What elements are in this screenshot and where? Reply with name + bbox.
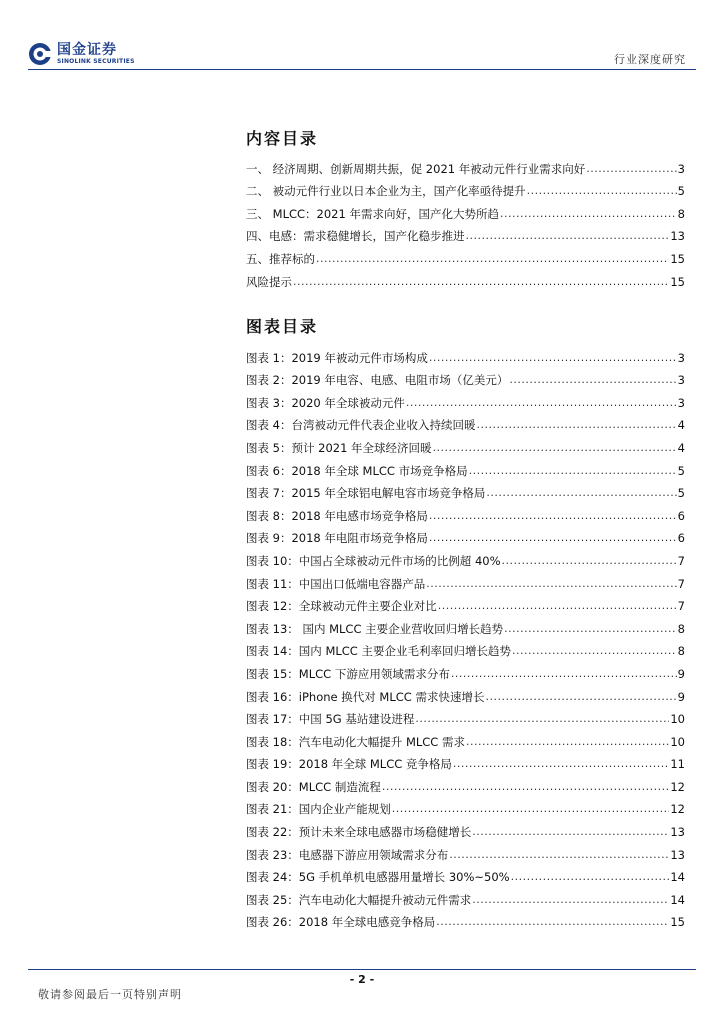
logo-mark-icon (28, 42, 52, 66)
figure-entry-label: 图表 17：中国 5G 基站建设进程 (246, 712, 415, 727)
footer-divider (28, 969, 696, 970)
figure-entry[interactable] (246, 907, 685, 930)
figure-entry-page: 7 (677, 576, 685, 591)
figure-entry-label: 图表 3：2020 年全球被动元件 (246, 395, 405, 410)
figure-entry-label: 图表 4：台湾被动元件代表企业收入持续回暖 (246, 418, 476, 433)
figure-entry[interactable] (246, 613, 685, 636)
dot-leader (586, 162, 676, 176)
report-type: 行业深度研究 (614, 53, 686, 66)
contents-title: 内容目录 (246, 129, 319, 148)
figure-entry-page: 5 (677, 463, 685, 478)
figure-entry-label: 图表 16：iPhone 换代对 MLCC 需求快速增长 (246, 689, 485, 704)
dot-leader (472, 825, 669, 839)
figure-entry-page: 3 (677, 373, 685, 388)
figure-entry[interactable] (246, 455, 685, 478)
dot-leader (451, 667, 677, 681)
figure-entry[interactable] (246, 410, 685, 433)
figure-entry-label: 图表 12：全球被动元件主要企业对比 (246, 599, 437, 614)
dot-leader (527, 184, 677, 198)
contents-entry-label: 四、电感：需求稳健增长，国产化稳步推进 (246, 229, 465, 244)
dot-leader (429, 509, 677, 523)
figure-entry-label: 图表 26：2018 年全球电感竞争格局 (246, 915, 436, 930)
dot-leader (466, 735, 669, 749)
dot-leader (511, 870, 670, 884)
figure-entry-page: 3 (677, 395, 685, 410)
figure-entry-label: 图表 14：国内 MLCC 主要企业毛利率回归增长趋势 (246, 644, 511, 659)
dot-leader (436, 915, 669, 929)
dot-leader (293, 275, 669, 289)
dot-leader (476, 418, 676, 432)
dot-leader (426, 577, 676, 591)
figure-entry-label: 图表 7：2015 年全球铝电解电容市场竞争格局 (246, 486, 486, 501)
dot-leader (509, 373, 676, 387)
figure-entry[interactable] (246, 884, 685, 907)
dot-leader (415, 712, 669, 726)
figure-entry-page: 14 (670, 892, 685, 907)
figure-entry[interactable] (246, 862, 685, 885)
contents-entry-label: 二、 被动元件行业以日本企业为主，国产化率亟待提升 (246, 184, 526, 199)
figure-entry-label: 图表 15：MLCC 下游应用领域需求分布 (246, 666, 450, 681)
figure-entry[interactable] (246, 591, 685, 614)
header-divider (28, 69, 696, 70)
figure-entry[interactable] (246, 726, 685, 749)
figure-entry-label: 图表 23：电感器下游应用领域需求分布 (246, 847, 449, 862)
figure-entry[interactable] (246, 704, 685, 727)
dot-leader (502, 554, 677, 568)
footer-disclaimer: 敬请参阅最后一页特别声明 (38, 988, 182, 1001)
contents-entry-page: 13 (670, 229, 685, 244)
dot-leader (512, 644, 677, 658)
dot-leader (504, 622, 677, 636)
figure-entry-label: 图表 24：5G 手机单机电感器用量增长 30%~50% (246, 870, 510, 885)
contents-entry[interactable] (246, 198, 685, 221)
contents-entry-label: 五、推荐标的 (246, 251, 315, 266)
figure-entry-label: 图表 1：2019 年被动元件市场构成 (246, 350, 428, 365)
figure-entry[interactable] (246, 523, 685, 546)
figure-entry-label: 图表 20：MLCC 制造流程 (246, 779, 381, 794)
figure-entry[interactable] (246, 839, 685, 862)
figure-entry[interactable] (246, 432, 685, 455)
figure-entry-page: 15 (670, 915, 685, 930)
dot-leader (469, 464, 677, 478)
dot-leader (472, 893, 669, 907)
logo-chinese-name: 国金证券 (57, 42, 117, 58)
contents-list (246, 153, 685, 289)
figure-entry[interactable] (246, 387, 685, 410)
figure-entry[interactable] (246, 545, 685, 568)
figure-entry-label: 图表 9：2018 年电阻市场竞争格局 (246, 531, 428, 546)
contents-entry-page: 3 (677, 161, 685, 176)
dot-leader (316, 252, 669, 266)
figure-entry[interactable] (246, 816, 685, 839)
figure-entry-label: 图表 6：2018 年全球 MLCC 市场竞争格局 (246, 463, 468, 478)
figure-entry-label: 图表 21：国内企业产能规划 (246, 802, 391, 817)
dot-leader (486, 486, 676, 500)
figure-entry-page: 14 (670, 870, 685, 885)
contents-entry-page: 5 (677, 184, 685, 199)
dot-leader (449, 848, 669, 862)
figure-entry-page: 3 (677, 350, 685, 365)
figure-entry[interactable] (246, 365, 685, 388)
figure-entry[interactable] (246, 658, 685, 681)
figure-entry[interactable] (246, 636, 685, 659)
figure-entry-page: 12 (670, 802, 685, 817)
contents-entry[interactable] (246, 221, 685, 244)
figure-entry-page: 13 (670, 847, 685, 862)
contents-entry[interactable] (246, 153, 685, 176)
figure-entry[interactable] (246, 478, 685, 501)
figure-entry-label: 图表 18：汽车电动化大幅提升 MLCC 需求 (246, 734, 465, 749)
figure-entry-page: 8 (677, 644, 685, 659)
figure-entry-page: 7 (677, 553, 685, 568)
figure-entry-page: 9 (677, 689, 685, 704)
dot-leader (466, 229, 670, 243)
figure-entry-page: 8 (677, 621, 685, 636)
contents-entry-page: 8 (677, 206, 685, 221)
figure-entry-label: 图表 13： 国内 MLCC 主要企业营收回归增长趋势 (246, 621, 504, 636)
figure-entry-label: 图表 19：2018 年全球 MLCC 竞争格局 (246, 757, 452, 772)
figures-list (246, 342, 685, 929)
figure-entry-page: 4 (677, 440, 685, 455)
figures-title: 图表目录 (246, 317, 319, 336)
figure-entry[interactable] (246, 500, 685, 523)
figure-entry[interactable] (246, 681, 685, 704)
contents-entry-page: 15 (670, 251, 685, 266)
page-number: - 2 - (349, 973, 375, 986)
dot-leader (500, 207, 677, 221)
figure-entry-label: 图表 22：预计未来全球电感器市场稳健增长 (246, 825, 472, 840)
page-header (0, 0, 724, 75)
dot-leader (382, 780, 670, 794)
dot-leader (392, 802, 670, 816)
figure-entry[interactable] (246, 342, 685, 365)
figure-entry-page: 11 (670, 757, 685, 772)
figure-entry-label: 图表 2：2019 年电容、电感、电阻市场（亿美元） (246, 373, 509, 388)
logo-english-name: SINOLINK SECURITIES (57, 58, 135, 65)
contents-entry[interactable] (246, 266, 685, 289)
dot-leader (485, 690, 676, 704)
figure-entry-page: 10 (670, 712, 685, 727)
figure-entry-page: 6 (677, 531, 685, 546)
dot-leader (438, 599, 677, 613)
figure-entry-page: 5 (677, 486, 685, 501)
dot-leader (453, 757, 669, 771)
dot-leader (406, 396, 677, 410)
figure-entry-page: 9 (677, 666, 685, 681)
figure-entry-label: 图表 10：中国占全球被动元件市场的比例超 40% (246, 553, 501, 568)
figure-entry[interactable] (246, 568, 685, 591)
contents-entry-label: 一、 经济周期、创新周期共振，促 2021 年被动元件行业需求向好 (246, 161, 586, 176)
contents-entry-page: 15 (670, 274, 685, 289)
figure-entry-label: 图表 5：预计 2021 年全球经济回暖 (246, 440, 432, 455)
figure-entry[interactable] (246, 749, 685, 772)
figure-entry-page: 10 (670, 734, 685, 749)
contents-entry[interactable] (246, 176, 685, 199)
figure-entry-label: 图表 8：2018 年电感市场竞争格局 (246, 508, 428, 523)
figure-entry[interactable] (246, 771, 685, 794)
dot-leader (429, 351, 677, 365)
figure-entry[interactable] (246, 794, 685, 817)
contents-entry[interactable] (246, 243, 685, 266)
figure-entry-page: 7 (677, 599, 685, 614)
figure-entry-page: 13 (670, 825, 685, 840)
figure-entry-page: 6 (677, 508, 685, 523)
dot-leader (429, 531, 677, 545)
figure-entry-page: 4 (677, 418, 685, 433)
figure-entry-label: 图表 25：汽车电动化大幅提升被动元件需求 (246, 892, 472, 907)
figure-entry-page: 12 (670, 779, 685, 794)
figure-entry-label: 图表 11：中国出口低端电容器产品 (246, 576, 426, 591)
contents-entry-label: 三、 MLCC：2021 年需求向好，国产化大势所趋 (246, 206, 499, 221)
dot-leader (433, 441, 677, 455)
contents-entry-label: 风险提示 (246, 274, 292, 289)
